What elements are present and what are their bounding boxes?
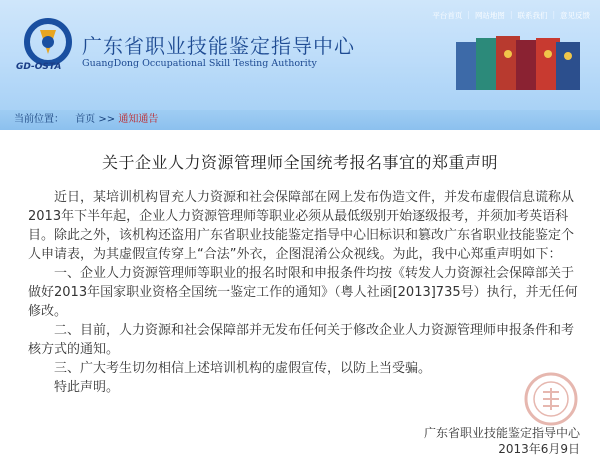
breadcrumb-separator: >> xyxy=(98,114,116,125)
breadcrumb xyxy=(0,110,600,130)
site-title: 广东省职业技能鉴定指导中心 xyxy=(82,34,355,58)
site-header xyxy=(0,0,600,110)
divider: | xyxy=(509,10,513,19)
article-paragraph: 近日，某培训机构冒充人力资源和社会保障部在网上发布伪造文件，并发布虚假信息谎称从2013年下半年起，企业人力资源管理师等职业必须从最低级别开始逐级报考，并须加考英语科目。除此之外，该机构还盗用广东省职业技能鉴定指导中心旧标识和篡改广东省职业技能鉴定个人申请表，为其虚假宣传穿上“合法”外衣，企图混淆公众视线。为此，我中心郑重声明如下： xyxy=(28,190,575,262)
signature-block xyxy=(424,425,580,457)
article-title: 关于企业人力资源管理师全国统考报名事宜的郑重声明 xyxy=(101,153,498,172)
top-link-home[interactable]: 平台首页 xyxy=(432,11,463,20)
date: 2013年6月9日 xyxy=(498,442,580,456)
certificate-books-icon xyxy=(452,32,600,102)
article-body xyxy=(28,188,586,397)
article-paragraph: 二、目前，人力资源和社会保障部并无发布任何关于修改企业人力资源管理师申报条件和考核方式的通知。 xyxy=(28,323,575,357)
divider: | xyxy=(552,10,555,19)
breadcrumb-home-link[interactable]: 首页 xyxy=(75,114,96,125)
breadcrumb-label: 当前位置： xyxy=(14,114,64,125)
article-paragraph: 三、广大考生切勿相信上述培训机构的虚假宣传，以防上当受骗。 xyxy=(54,361,432,376)
article-paragraph: 特此声明。 xyxy=(54,380,120,395)
breadcrumb-current[interactable]: 通知通告 xyxy=(118,114,159,125)
gd-osta-logo-icon xyxy=(22,16,74,68)
top-link-sitemap[interactable]: 网站地图 xyxy=(474,11,505,20)
top-link-feedback[interactable]: 意见反馈 xyxy=(560,11,590,20)
divider: | xyxy=(467,10,470,19)
signature: 广东省职业技能鉴定指导中心 xyxy=(423,426,580,440)
site-subtitle: GuangDong Occupational Skill Testing Authority xyxy=(82,58,317,69)
official-seal-icon xyxy=(522,370,580,428)
article-paragraph: 一、企业人力资源管理师等职业的报名时限和申报条件均按《转发人力资源社会保障部关于做好2013年国家职业资格全国统一鉴定工作的通知》（粤人社函[2013]735号）执行，并无任何修改。 xyxy=(28,266,578,319)
top-links xyxy=(432,10,590,21)
logo-text: GD-OSTA xyxy=(16,62,62,72)
top-link-contact[interactable]: 联系我们 xyxy=(517,11,548,20)
